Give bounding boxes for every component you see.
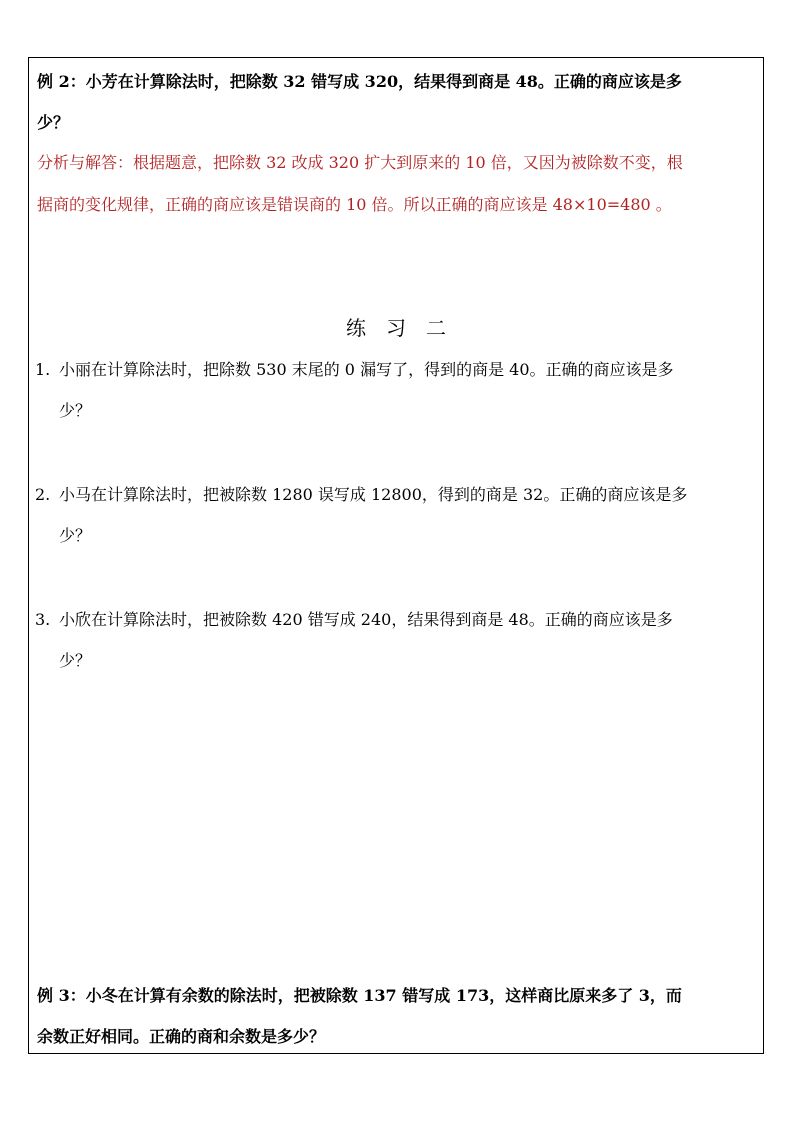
exercise-item-text-line2: 少？ [59, 651, 92, 670]
exercise-item-text-line2: 少？ [59, 526, 92, 545]
example2-question-line1: 例 2：小芳在计算除法时，把除数 32 错写成 320，结果得到商是 48。正确的商应该是多 [37, 72, 682, 91]
worksheet-frame [28, 57, 764, 1054]
exercise-item-text-line2: 少？ [59, 401, 92, 420]
exercise-item-number: 3. [35, 610, 51, 629]
exercise-item-text-line1: 小丽在计算除法时，把除数 530 末尾的 0 漏写了，得到的商是 40。正确的商应该是多 [59, 360, 674, 379]
exercise-item-number: 2. [35, 485, 51, 504]
exercise-title: 练习二 [346, 316, 466, 340]
exercise-item-text-line1: 小欣在计算除法时，把被除数 420 错写成 240，结果得到商是 48。正确的商应该是多 [59, 610, 673, 629]
example3-question-line2: 余数正好相同。正确的商和余数是多少？ [37, 1027, 326, 1046]
exercise-item-text-line1: 小马在计算除法时，把被除数 1280 误写成 12800，得到的商是 32。正确的商应该是多 [59, 485, 688, 504]
example2-analysis-line1: 分析与解答：根据题意，把除数 32 改成 320 扩大到原来的 10 倍，又因为被除数不变，根 [37, 153, 683, 172]
example2-question-line2: 少？ [37, 113, 70, 132]
example3-question-line1: 例 3：小冬在计算有余数的除法时，把被除数 137 错写成 173，这样商比原来多了 3，而 [37, 986, 682, 1005]
exercise-item-number: 1. [35, 360, 51, 379]
example2-analysis-line2: 据商的变化规律，正确的商应该是错误商的 10 倍。所以正确的商应该是 48×10=480 。 [37, 195, 672, 214]
